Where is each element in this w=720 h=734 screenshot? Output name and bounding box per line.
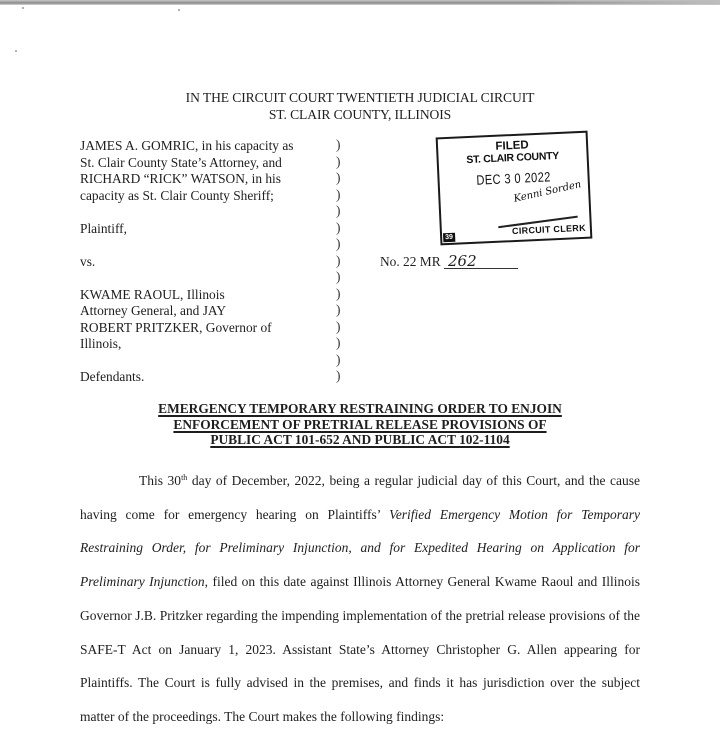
order-body [80,464,640,734]
order-paragraph [80,464,640,734]
caption-paren: ) [336,318,341,334]
stamp-signature: Kenni Sorden [512,179,583,205]
versus-label: vs. [80,253,96,269]
defendant-label: Defendants. [80,369,145,384]
scan-speck [22,7,24,9]
order-title-line: ENFORCEMENT OF PRETRIAL RELEASE PROVISIONS OF [173,416,547,432]
stamp-filed: FILED [495,139,529,153]
caption-paren: ) [336,252,341,268]
court-county: ST. CLAIR COUNTY, ILLINOIS [268,107,452,122]
body-text: day of December, 2022, being a regular judicial day of this Court, and the cause having come for emergency hearing on Plaintiffs’ [80,473,640,522]
motion-title: Verified Emergency Motion for Temporary Restraining Order, for Preliminary Injunction, and for Expedited Hearing on Application for Preliminary Injunction [80,506,641,590]
order-title [0,401,720,448]
plaintiff-line: capacity as St. Clair County Sheriff; [80,187,274,203]
defendant-line: ROBERT PRITZKER, Governor of [80,319,272,335]
caption-paren: ) [336,153,341,169]
stamp-date: DEC 3 0 2022 [476,169,552,188]
order-title-line: EMERGENCY TEMPORARY RESTRAINING ORDER TO ENJOIN [158,401,562,416]
scan-top-edge-shadow [540,0,720,4]
case-number-prefix: No. 22 MR [380,254,441,269]
court-header [0,89,720,123]
court-name: IN THE CIRCUIT COURT TWENTIETH JUDICIAL CIRCUIT [185,90,535,105]
case-caption-parties [80,138,330,386]
body-text: , filed on this date against Illinois Attorney General Kwame Raoul and Illinois Governor J.B. Pritzker regarding the impending implementation of the pretrial release provisions of the SAFE-T Act on January 1, 2023. Assistant State’s Attorney Christopher G. Allen appearing for Plaintiffs. The Court is fully advised in the premises, and finds it has jurisdiction over the subject matter of the proceedings. The Court makes the following findings: [80,574,640,724]
caption-paren: ) [336,302,341,317]
caption-paren: ) [336,285,341,301]
caption-paren: ) [336,368,341,383]
stamp-county: ST. CLAIR COUNTY [466,149,560,167]
scan-speck [178,9,180,11]
defendant-line: KWAME RAOUL, Illinois [80,286,225,302]
plaintiff-line: St. Clair County State’s Attorney, and [80,154,282,170]
case-number-handwritten: 262 [444,254,518,269]
case-number [380,254,518,270]
plaintiff-line: RICHARD “RICK” WATSON, in his [80,171,281,186]
caption-paren: ) [336,236,341,251]
body-text: This 30 [139,473,182,488]
defendant-line: Illinois, [80,336,122,351]
caption-paren-column [336,137,348,385]
stamp-corner-number: 39 [443,233,455,243]
caption-paren: ) [336,219,341,235]
caption-paren: ) [336,170,341,185]
caption-paren: ) [336,269,341,284]
plaintiff-line: JAMES A. GOMRIC, in his capacity as [80,138,294,153]
caption-paren: ) [336,335,341,350]
caption-paren: ) [336,203,341,218]
stamp-clerk: CIRCUIT CLERK [511,222,587,237]
scan-speck [15,50,17,52]
caption-paren: ) [336,137,341,152]
ordinal-suffix: th [181,473,188,482]
plaintiff-label: Plaintiff, [80,220,127,236]
defendant-line: Attorney General, and JAY [80,303,227,318]
filed-stamp [436,131,593,246]
caption-paren: ) [336,351,341,367]
caption-paren: ) [336,186,341,202]
order-title-line: PUBLIC ACT 101-652 AND PUBLIC ACT 102-1104 [210,432,510,447]
